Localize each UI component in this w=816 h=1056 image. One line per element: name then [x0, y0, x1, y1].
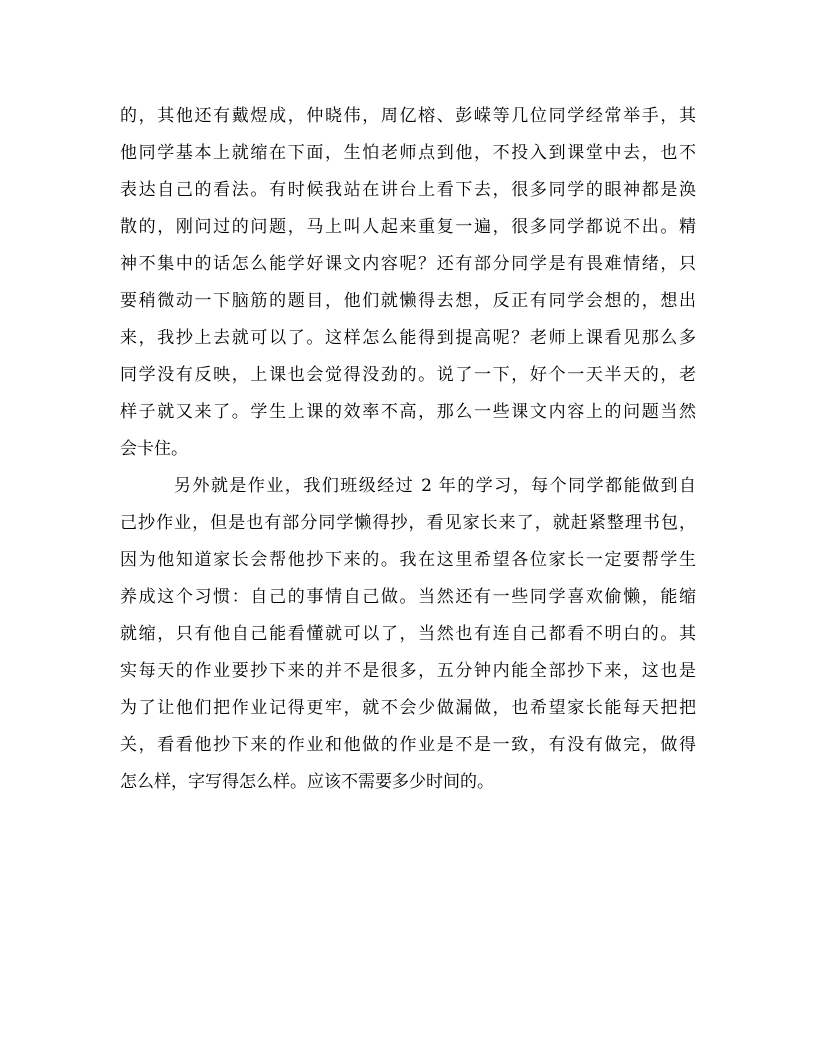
paragraph-line: 要稍微动一下脑筋的题目，他们就懒得去想，反正有同学会想的，想出: [120, 291, 696, 311]
paragraph-line: 关，看看他抄下来的作业和他做的作业是不是一致，有没有做完，做得: [120, 735, 696, 755]
paragraph-line: 就缩，只有他自己能看懂就可以了，当然也有连自己都看不明白的。其: [120, 624, 696, 644]
paragraph-1: [120, 98, 696, 468]
paragraph-line: 他同学基本上就缩在下面，生怕老师点到他，不投入到课堂中去，也不: [120, 143, 696, 163]
paragraph-line: 怎么样，字写得怎么样。应该不需要多少时间的。: [120, 772, 494, 792]
paragraph-line: 实每天的作业要抄下来的并不是很多，五分钟内能全部抄下来，这也是: [120, 661, 696, 681]
paragraph-line: 表达自己的看法。有时候我站在讲台上看下去，很多同学的眼神都是涣: [120, 180, 696, 200]
paragraph-line: 同学没有反映，上课也会觉得没劲的。说了一下，好个一天半天的，老: [120, 365, 696, 385]
paragraph-line: 为了让他们把作业记得更牢，就不会少做漏做，也希望家长能每天把把: [120, 698, 696, 718]
paragraph-line: 因为他知道家长会帮他抄下来的。我在这里希望各位家长一定要帮学生: [120, 550, 696, 570]
paragraph-line: 神不集中的话怎么能学好课文内容呢？还有部分同学是有畏难情绪，只: [120, 254, 696, 274]
paragraph-line: 养成这个习惯：自己的事情自己做。当然还有一些同学喜欢偷懒，能缩: [120, 587, 696, 607]
paragraph-line: 的，其他还有戴煜成，仲晓伟，周亿榕、彭嵘等几位同学经常举手，其: [120, 106, 696, 126]
paragraph-line: 散的，刚问过的问题，马上叫人起来重复一遍，很多同学都说不出。精: [120, 217, 696, 237]
paragraph-line: 另外就是作业，我们班级经过 2 年的学习，每个同学都能做到自: [174, 476, 696, 496]
paragraph-line: 会卡住。: [120, 439, 188, 459]
paragraph-line: 来，我抄上去就可以了。这样怎么能得到提高呢？老师上课看见那么多: [120, 328, 696, 348]
paragraph-line: 样子就又来了。学生上课的效率不高，那么一些课文内容上的问题当然: [120, 402, 696, 422]
paragraph-2: [120, 468, 696, 801]
paragraph-line: 己抄作业，但是也有部分同学懒得抄，看见家长来了，就赶紧整理书包，: [120, 513, 696, 533]
document-body: [120, 98, 696, 801]
